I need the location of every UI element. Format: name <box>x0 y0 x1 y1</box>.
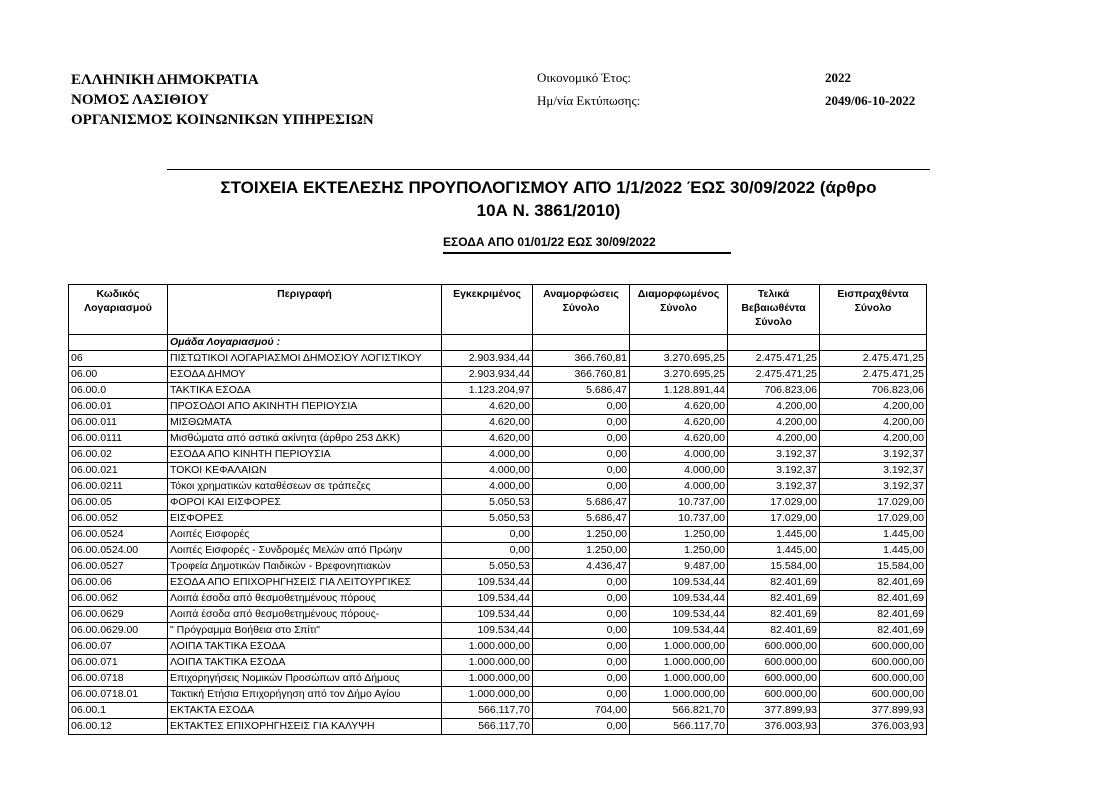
description: Λοιπά έσοδα από θεσμοθετημένους πόρους <box>168 591 442 607</box>
approved-amount: 4.620,00 <box>442 431 533 447</box>
certified-amount: 600.000,00 <box>728 655 820 671</box>
revisions-amount: 0,00 <box>533 687 630 703</box>
description: ΦΟΡΟΙ ΚΑΙ ΕΙΣΦΟΡΕΣ <box>168 495 442 511</box>
account-code: 06.00.0718 <box>69 671 168 687</box>
revisions-amount: 0,00 <box>533 447 630 463</box>
column-header-certified-line: Σύνολο <box>755 316 792 328</box>
adjusted-amount: 10.737,00 <box>630 495 728 511</box>
certified-amount: 706.823,06 <box>728 383 820 399</box>
adjusted-amount: 3.270.695,25 <box>630 367 728 383</box>
account-code: 06.00.05 <box>69 495 168 511</box>
org-line-prefecture: ΝΟΜΟΣ ΛΑΣΙΘΙΟΥ <box>71 92 209 108</box>
table-row <box>69 703 927 719</box>
table-row <box>69 495 927 511</box>
table-row <box>69 655 927 671</box>
approved-amount: 4.620,00 <box>442 399 533 415</box>
description: ΛΟΙΠΑ ΤΑΚΤΙΚΑ ΕΣΟΔΑ <box>168 639 442 655</box>
adjusted-amount: 1.250,00 <box>630 543 728 559</box>
adjusted-amount: 109.534,44 <box>630 575 728 591</box>
fiscal-year-label: Οικονομικό Έτος: <box>537 70 632 85</box>
approved-amount: 0,00 <box>442 527 533 543</box>
account-code: 06.00.07 <box>69 639 168 655</box>
column-header-adjusted-line: Διαμορφωμένος <box>637 288 720 300</box>
collected-amount: 82.401,69 <box>820 623 927 639</box>
approved-amount: 109.534,44 <box>442 623 533 639</box>
approved-amount: 109.534,44 <box>442 591 533 607</box>
table-row <box>69 431 927 447</box>
revisions-amount: 1.250,00 <box>533 543 630 559</box>
adjusted-amount: 566.821,70 <box>630 703 728 719</box>
description: ΠΙΣΤΩΤΙΚΟΙ ΛΟΓΑΡΙΑΣΜΟΙ ΔΗΜΟΣΙΟΥ ΛΟΓΙΣΤΙΚΟΥ <box>168 351 442 367</box>
column-header-certified-line: Βεβαιωθέντα <box>741 302 806 314</box>
table-row <box>69 687 927 703</box>
revisions-amount: 0,00 <box>533 639 630 655</box>
account-code: 06 <box>69 351 168 367</box>
revisions-amount: 366.760,81 <box>533 351 630 367</box>
description: ΠΡΟΣΟΔΟΙ ΑΠΟ ΑΚΙΝΗΤΗ ΠΕΡΙΟΥΣΙΑ <box>168 399 442 415</box>
certified-amount: 82.401,69 <box>728 591 820 607</box>
certified-amount: 377.899,93 <box>728 703 820 719</box>
certified-amount: 600.000,00 <box>728 671 820 687</box>
adjusted-amount: 9.487,00 <box>630 559 728 575</box>
table-row <box>69 719 927 735</box>
approved-amount: 0,00 <box>442 543 533 559</box>
collected-amount: 2.475.471,25 <box>820 351 927 367</box>
approved-amount: 4.620,00 <box>442 415 533 431</box>
column-header-adjusted <box>630 285 728 335</box>
account-code: 06.00.071 <box>69 655 168 671</box>
description: Λοιπές Εισφορές - Συνδρομές Μελών από Πρώην <box>168 543 442 559</box>
approved-amount: 4.000,00 <box>442 479 533 495</box>
description: " Πρόγραμμα Βοήθεια στο Σπίτι" <box>168 623 442 639</box>
account-code: 06.00.062 <box>69 591 168 607</box>
collected-amount: 600.000,00 <box>820 687 927 703</box>
revisions-amount: 0,00 <box>533 431 630 447</box>
table-row <box>69 367 927 383</box>
adjusted-amount: 4.000,00 <box>630 447 728 463</box>
table-row <box>69 623 927 639</box>
description: Τόκοι χρηματικών καταθέσεων σε τράπεζες <box>168 479 442 495</box>
adjusted-amount: 1.000.000,00 <box>630 639 728 655</box>
adjusted-amount: 109.534,44 <box>630 623 728 639</box>
table-row <box>69 543 927 559</box>
table-row <box>69 639 927 655</box>
description: ΕΚΤΑΚΤΕΣ ΕΠΙΧΟΡΗΓΗΣΕΙΣ ΓΙΑ ΚΑΛΥΨΗ <box>168 719 442 735</box>
revisions-amount: 0,00 <box>533 655 630 671</box>
column-header-description-line: Περιγραφή <box>277 288 332 300</box>
org-line-organization: ΟΡΓΑΝΙΣΜΟΣ ΚΟΙΝΩΝΙΚΩΝ ΥΠΗΡΕΣΙΩΝ <box>71 112 374 128</box>
column-header-revisions-line: Αναμορφώσεις <box>543 288 619 300</box>
adjusted-amount: 4.620,00 <box>630 399 728 415</box>
description: ΕΙΣΦΟΡΕΣ <box>168 511 442 527</box>
description: ΕΣΟΔΑ ΔΗΜΟΥ <box>168 367 442 383</box>
adjusted-amount: 109.534,44 <box>630 607 728 623</box>
table-row <box>69 511 927 527</box>
table-header-row <box>69 285 927 335</box>
revisions-amount: 0,00 <box>533 623 630 639</box>
table-row <box>69 447 927 463</box>
column-header-description <box>168 285 442 335</box>
report-title-line1: ΣΤΟΙΧΕΙΑ ΕΚΤΕΛΕΣΗΣ ΠΡΟΥΠΟΛΟΓΙΣΜΟΥ ΑΠΌ 1/1/2022 ΈΩΣ 30/09/2022 (άρθρο <box>220 178 877 197</box>
approved-amount: 566.117,70 <box>442 703 533 719</box>
adjusted-amount: 1.250,00 <box>630 527 728 543</box>
certified-amount: 3.192,37 <box>728 463 820 479</box>
print-date-row <box>537 93 937 116</box>
account-code: 06.00.0718.01 <box>69 687 168 703</box>
organization-header <box>71 70 374 130</box>
revisions-amount: 5.686,47 <box>533 511 630 527</box>
collected-amount: 600.000,00 <box>820 671 927 687</box>
collected-amount: 600.000,00 <box>820 639 927 655</box>
account-code: 06.00.06 <box>69 575 168 591</box>
collected-amount: 17.029,00 <box>820 495 927 511</box>
certified-amount: 600.000,00 <box>728 687 820 703</box>
approved-amount: 566.117,70 <box>442 719 533 735</box>
account-code: 06.00.1 <box>69 703 168 719</box>
collected-amount: 4.200,00 <box>820 415 927 431</box>
approved-amount: 109.534,44 <box>442 607 533 623</box>
certified-amount: 15.584,00 <box>728 559 820 575</box>
column-header-code-line: Κωδικός <box>96 288 140 300</box>
account-code: 06.00.0211 <box>69 479 168 495</box>
adjusted-amount: 4.000,00 <box>630 463 728 479</box>
table-row <box>69 351 927 367</box>
column-header-certified <box>728 285 820 335</box>
account-code: 06.00.0 <box>69 383 168 399</box>
table-row <box>69 671 927 687</box>
group-empty-cell <box>442 335 533 351</box>
table-body <box>69 335 927 735</box>
group-label: Ομάδα Λογαριασμού : <box>168 335 442 351</box>
approved-amount: 5.050,53 <box>442 511 533 527</box>
approved-amount: 1.000.000,00 <box>442 671 533 687</box>
column-header-code <box>69 285 168 335</box>
certified-amount: 17.029,00 <box>728 495 820 511</box>
group-row <box>69 335 927 351</box>
description: ΕΚΤΑΚΤΑ ΕΣΟΔΑ <box>168 703 442 719</box>
group-empty-cell <box>533 335 630 351</box>
table-row <box>69 527 927 543</box>
description: ΜΙΣΘΩΜΑΤΑ <box>168 415 442 431</box>
certified-amount: 3.192,37 <box>728 479 820 495</box>
revisions-amount: 0,00 <box>533 479 630 495</box>
collected-amount: 82.401,69 <box>820 591 927 607</box>
description: ΤΟΚΟΙ ΚΕΦΑΛΑΙΩΝ <box>168 463 442 479</box>
table-row <box>69 383 927 399</box>
collected-amount: 82.401,69 <box>820 575 927 591</box>
column-header-adjusted-line: Σύνολο <box>660 302 697 314</box>
adjusted-amount: 1.000.000,00 <box>630 687 728 703</box>
collected-amount: 15.584,00 <box>820 559 927 575</box>
title-divider <box>167 169 930 170</box>
description: Μισθώματα από αστικά ακίνητα (άρθρο 253 ΔΚΚ) <box>168 431 442 447</box>
revisions-amount: 5.686,47 <box>533 495 630 511</box>
revisions-amount: 0,00 <box>533 719 630 735</box>
fiscal-year-row <box>537 70 937 93</box>
table-row <box>69 399 927 415</box>
description: ΕΣΟΔΑ ΑΠΟ ΕΠΙΧΟΡΗΓΗΣΕΙΣ ΓΙΑ ΛΕΙΤΟΥΡΓΙΚΕΣ <box>168 575 442 591</box>
revisions-amount: 0,00 <box>533 399 630 415</box>
certified-amount: 17.029,00 <box>728 511 820 527</box>
column-header-approved <box>442 285 533 335</box>
adjusted-amount: 1.000.000,00 <box>630 671 728 687</box>
approved-amount: 4.000,00 <box>442 463 533 479</box>
certified-amount: 4.200,00 <box>728 431 820 447</box>
certified-amount: 376.003,93 <box>728 719 820 735</box>
print-date-label: Ημ/νία Εκτύπωσης: <box>537 93 641 108</box>
report-title-line2: 10Α Ν. 3861/2010) <box>476 201 621 220</box>
certified-amount: 2.475.471,25 <box>728 367 820 383</box>
certified-amount: 1.445,00 <box>728 527 820 543</box>
certified-amount: 82.401,69 <box>728 623 820 639</box>
description: ΤΑΚΤΙΚΑ ΕΣΟΔΑ <box>168 383 442 399</box>
account-code: 06.00.02 <box>69 447 168 463</box>
table-row <box>69 591 927 607</box>
revisions-amount: 0,00 <box>533 607 630 623</box>
revisions-amount: 0,00 <box>533 463 630 479</box>
collected-amount: 377.899,93 <box>820 703 927 719</box>
description: Επιχορηγήσεις Νομικών Προσώπων από Δήμους <box>168 671 442 687</box>
collected-amount: 3.192,37 <box>820 447 927 463</box>
adjusted-amount: 1.128.891,44 <box>630 383 728 399</box>
table-row <box>69 463 927 479</box>
approved-amount: 1.123.204,97 <box>442 383 533 399</box>
table-row <box>69 607 927 623</box>
certified-amount: 2.475.471,25 <box>728 351 820 367</box>
account-code: 06.00.0111 <box>69 431 168 447</box>
approved-amount: 109.534,44 <box>442 575 533 591</box>
group-empty-cell <box>820 335 927 351</box>
group-code-cell <box>69 335 168 351</box>
table-row <box>69 575 927 591</box>
approved-amount: 5.050,53 <box>442 495 533 511</box>
print-date-value: 2049/06-10-2022 <box>825 93 916 108</box>
account-code: 06.00.01 <box>69 399 168 415</box>
column-header-collected <box>820 285 927 335</box>
account-code: 06.00.0629.00 <box>69 623 168 639</box>
approved-amount: 1.000.000,00 <box>442 687 533 703</box>
collected-amount: 2.475.471,25 <box>820 367 927 383</box>
description: Τροφεία Δημοτικών Παιδικών - Βρεφονηπιακών <box>168 559 442 575</box>
account-code: 06.00.12 <box>69 719 168 735</box>
column-header-approved-line: Εγκεκριμένος <box>453 288 521 300</box>
collected-amount: 3.192,37 <box>820 463 927 479</box>
certified-amount: 4.200,00 <box>728 399 820 415</box>
adjusted-amount: 4.620,00 <box>630 415 728 431</box>
approved-amount: 1.000.000,00 <box>442 655 533 671</box>
account-code: 06.00.052 <box>69 511 168 527</box>
approved-amount: 2.903.934,44 <box>442 351 533 367</box>
report-subtitle: ΕΣΟΔΑ ΑΠΟ 01/01/22 ΕΩΣ 30/09/2022 <box>443 235 731 254</box>
revisions-amount: 0,00 <box>533 575 630 591</box>
account-code: 06.00.0524 <box>69 527 168 543</box>
collected-amount: 600.000,00 <box>820 655 927 671</box>
collected-amount: 17.029,00 <box>820 511 927 527</box>
report-title <box>167 176 930 222</box>
adjusted-amount: 3.270.695,25 <box>630 351 728 367</box>
adjusted-amount: 109.534,44 <box>630 591 728 607</box>
revisions-amount: 0,00 <box>533 415 630 431</box>
collected-amount: 1.445,00 <box>820 543 927 559</box>
collected-amount: 376.003,93 <box>820 719 927 735</box>
group-empty-cell <box>728 335 820 351</box>
revisions-amount: 4.436,47 <box>533 559 630 575</box>
org-line-country: ΕΛΛΗΝΙΚΗ ΔΗΜΟΚΡΑΤΙΑ <box>71 72 259 88</box>
approved-amount: 5.050,53 <box>442 559 533 575</box>
revisions-amount: 0,00 <box>533 671 630 687</box>
description: Λοιπές Εισφορές <box>168 527 442 543</box>
description: ΕΣΟΔΑ ΑΠΟ ΚΙΝΗΤΗ ΠΕΡΙΟΥΣΙΑ <box>168 447 442 463</box>
adjusted-amount: 1.000.000,00 <box>630 655 728 671</box>
fiscal-year-value: 2022 <box>825 70 851 85</box>
table-row <box>69 415 927 431</box>
description: ΛΟΙΠΑ ΤΑΚΤΙΚΑ ΕΣΟΔΑ <box>168 655 442 671</box>
account-code: 06.00.0629 <box>69 607 168 623</box>
revisions-amount: 5.686,47 <box>533 383 630 399</box>
certified-amount: 82.401,69 <box>728 575 820 591</box>
certified-amount: 82.401,69 <box>728 607 820 623</box>
collected-amount: 1.445,00 <box>820 527 927 543</box>
report-meta <box>537 70 937 116</box>
revisions-amount: 1.250,00 <box>533 527 630 543</box>
collected-amount: 4.200,00 <box>820 431 927 447</box>
column-header-revisions <box>533 285 630 335</box>
adjusted-amount: 10.737,00 <box>630 511 728 527</box>
revisions-amount: 704,00 <box>533 703 630 719</box>
budget-table <box>68 284 927 735</box>
account-code: 06.00.021 <box>69 463 168 479</box>
collected-amount: 82.401,69 <box>820 607 927 623</box>
collected-amount: 706.823,06 <box>820 383 927 399</box>
adjusted-amount: 4.000,00 <box>630 479 728 495</box>
group-empty-cell <box>630 335 728 351</box>
account-code: 06.00.011 <box>69 415 168 431</box>
table-row <box>69 479 927 495</box>
table-row <box>69 559 927 575</box>
adjusted-amount: 566.117,70 <box>630 719 728 735</box>
certified-amount: 3.192,37 <box>728 447 820 463</box>
certified-amount: 4.200,00 <box>728 415 820 431</box>
column-header-revisions-line: Σύνολο <box>562 302 600 314</box>
revisions-amount: 0,00 <box>533 591 630 607</box>
approved-amount: 2.903.934,44 <box>442 367 533 383</box>
account-code: 06.00 <box>69 367 168 383</box>
approved-amount: 1.000.000,00 <box>442 639 533 655</box>
account-code: 06.00.0524.00 <box>69 543 168 559</box>
column-header-code-line: Λογαριασμού <box>84 302 152 314</box>
certified-amount: 600.000,00 <box>728 639 820 655</box>
column-header-certified-line: Τελικά <box>757 288 790 300</box>
column-header-collected-line: Σύνολο <box>854 302 892 314</box>
certified-amount: 1.445,00 <box>728 543 820 559</box>
column-header-collected-line: Εισπραχθέντα <box>837 288 909 300</box>
collected-amount: 4.200,00 <box>820 399 927 415</box>
description: Λοιπά έσοδα από θεσμοθετημένους πόρους- <box>168 607 442 623</box>
account-code: 06.00.0527 <box>69 559 168 575</box>
adjusted-amount: 4.620,00 <box>630 431 728 447</box>
description: Τακτική Ετήσια Επιχορήγηση από τον Δήμο Αγίου <box>168 687 442 703</box>
approved-amount: 4.000,00 <box>442 447 533 463</box>
revisions-amount: 366.760,81 <box>533 367 630 383</box>
collected-amount: 3.192,37 <box>820 479 927 495</box>
